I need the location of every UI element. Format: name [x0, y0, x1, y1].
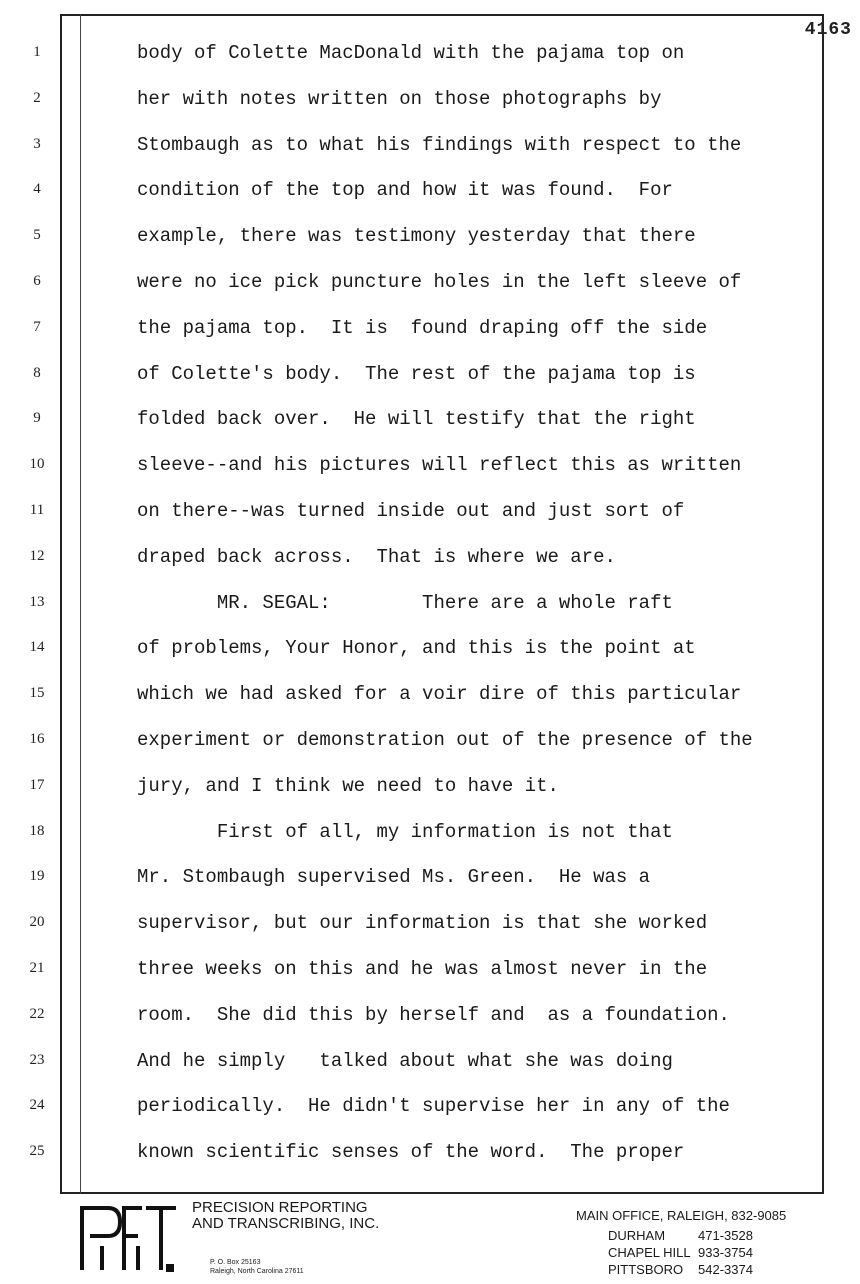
- office-phone: 542-3374: [698, 1262, 753, 1277]
- office-row: [608, 1228, 753, 1243]
- line-number: 23: [29, 1052, 45, 1068]
- transcript-line: on there--was turned inside out and just sort of: [137, 500, 685, 522]
- transcript-line: were no ice pick puncture holes in the left sleeve of: [137, 271, 742, 293]
- line-number: 2: [33, 90, 41, 106]
- line-number: 9: [33, 410, 41, 426]
- transcript-line: sleeve--and his pictures will reflect this as written: [137, 454, 742, 476]
- office-row: [608, 1262, 753, 1277]
- transcript-line: MR. SEGAL: There are a whole raft: [137, 592, 673, 614]
- line-number: 14: [29, 639, 45, 655]
- line-number: 10: [29, 456, 45, 472]
- office-phone: 471-3528: [698, 1228, 753, 1243]
- transcript-line: draped back across. That is where we are.: [137, 546, 616, 568]
- line-number: 24: [29, 1097, 45, 1113]
- transcript-line: supervisor, but our information is that she worked: [137, 912, 708, 934]
- transcript-line: room. She did this by herself and as a foundation.: [137, 1004, 730, 1026]
- transcript-line: folded back over. He will testify that the right: [137, 408, 696, 430]
- transcript-line: which we had asked for a voir dire of this particular: [137, 683, 742, 705]
- transcript-line: known scientific senses of the word. The proper: [137, 1141, 685, 1163]
- line-number: 6: [33, 273, 41, 289]
- line-number: 16: [29, 731, 45, 747]
- main-office: MAIN OFFICE, RALEIGH, 832-9085: [576, 1208, 787, 1223]
- transcript-line: Stombaugh as to what his findings with respect to the: [137, 134, 742, 156]
- line-number: 20: [29, 914, 45, 930]
- transcript-line: First of all, my information is not that: [137, 821, 673, 843]
- transcript-line: of Colette's body. The rest of the pajama top is: [137, 363, 696, 385]
- line-number: 15: [29, 685, 45, 701]
- transcript-line: example, there was testimony yesterday that there: [137, 225, 696, 247]
- office-row: [608, 1245, 753, 1260]
- firm-name-line1: PRECISION REPORTING: [192, 1199, 368, 1216]
- transcript-line: condition of the top and how it was found. For: [137, 179, 673, 201]
- line-number: 3: [33, 136, 41, 152]
- margin-rule: [80, 14, 81, 1194]
- office-phone: 933-3754: [698, 1245, 753, 1260]
- line-number: 13: [29, 594, 45, 610]
- transcript-line: jury, and I think we need to have it.: [137, 775, 559, 797]
- transcript-line: And he simply talked about what she was doing: [137, 1050, 673, 1072]
- office-city: CHAPEL HILL: [608, 1245, 691, 1260]
- line-number: 17: [29, 777, 45, 793]
- firm-name: [192, 1200, 379, 1232]
- transcript-line: of problems, Your Honor, and this is the point at: [137, 637, 696, 659]
- transcript-line: her with notes written on those photographs by: [137, 88, 662, 110]
- line-number: 19: [29, 868, 45, 884]
- line-number: 1: [33, 44, 41, 60]
- line-number: 5: [33, 227, 41, 243]
- transcript-line: Mr. Stombaugh supervised Ms. Green. He was a: [137, 866, 651, 888]
- line-number: 11: [29, 502, 45, 518]
- line-number: 8: [33, 365, 41, 381]
- line-number: 21: [29, 960, 45, 976]
- firm-name-line2: AND TRANSCRIBING, INC.: [192, 1215, 380, 1232]
- line-number: 4: [33, 181, 41, 197]
- transcript-line: body of Colette MacDonald with the pajama top on: [137, 42, 685, 64]
- office-city: PITTSBORO: [608, 1262, 684, 1277]
- line-number: 12: [29, 548, 45, 564]
- line-number: 7: [33, 319, 41, 335]
- transcript-line: experiment or demonstration out of the presence of the: [137, 729, 753, 751]
- line-number: 22: [29, 1006, 45, 1022]
- line-number: 18: [29, 823, 45, 839]
- address-line2: Raleigh, North Carolina 27611: [210, 1268, 304, 1275]
- page-number: 4163: [804, 20, 852, 40]
- transcript-line: three weeks on this and he was almost never in the: [137, 958, 708, 980]
- firm-address: [210, 1258, 304, 1276]
- office-city: DURHAM: [608, 1228, 666, 1243]
- line-number: 25: [29, 1143, 45, 1159]
- transcript-line: periodically. He didn't supervise her in any of the: [137, 1095, 730, 1117]
- address-line1: P. O. Box 25163: [210, 1259, 261, 1266]
- company-logo: [72, 1200, 180, 1276]
- transcript-line: the pajama top. It is found draping off the side: [137, 317, 708, 339]
